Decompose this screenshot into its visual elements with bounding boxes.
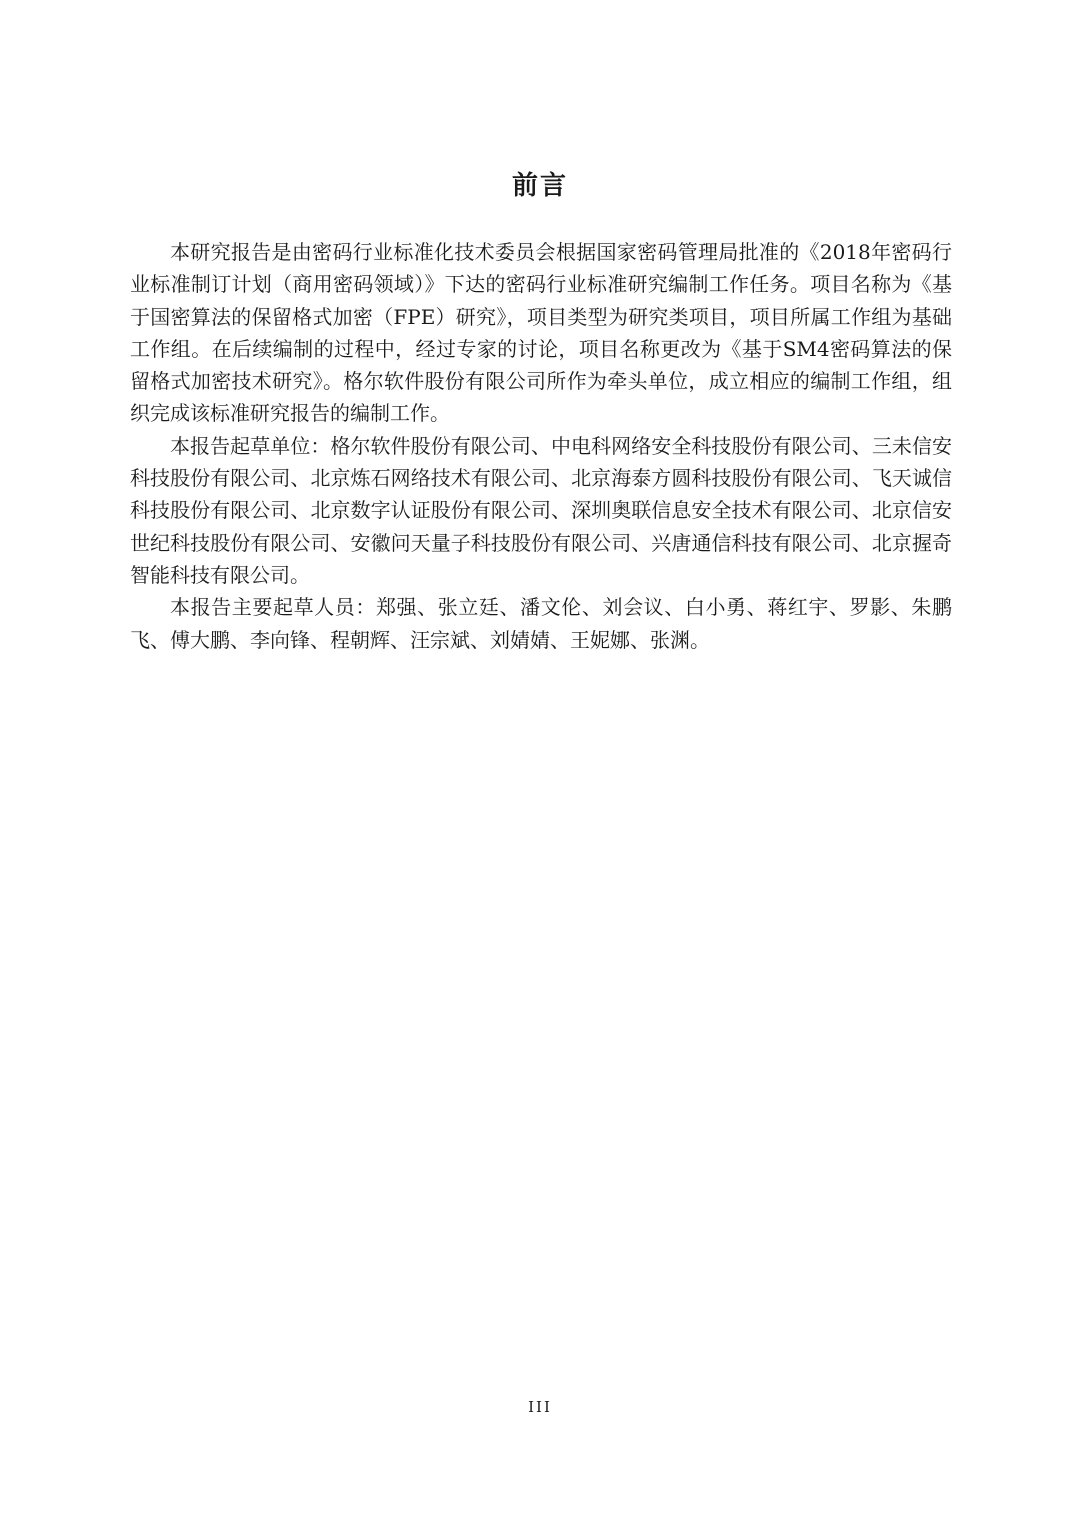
paragraph-background: 本研究报告是由密码行业标准化技术委员会根据国家密码管理局批准的《2018年密码行业标准制订计划（商用密码领域）》下达的密码行业标准研究编制工作任务。项目名称为《基于国密算法的保留格式加密（FPE）研究》，项目类型为研究类项目，项目所属工作组为基础工作组。在后续编制的过程中，经过专家的讨论，项目名称更改为《基于SM4密码算法的保留格式加密技术研究》。格尔软件股份有限公司所作为牵头单位，成立相应的编制工作组，组织完成该标准研究报告的编制工作。 xyxy=(130,240,952,426)
page-number: III xyxy=(528,1398,552,1416)
paragraph-drafting-units: 本报告起草单位：格尔软件股份有限公司、中电科网络安全科技股份有限公司、三未信安科技股份有限公司、北京炼石网络技术有限公司、北京海泰方圆科技股份有限公司、飞天诚信科技股份有限公司、北京数字认证股份有限公司、深圳奥联信息安全技术有限公司、北京信安世纪科技股份有限公司、安徽问天量子科技股份有限公司、兴唐通信科技有限公司、北京握奇智能科技有限公司。 xyxy=(130,433,952,587)
page-title: 前言 xyxy=(511,171,568,201)
paragraph-drafting-staff: 本报告主要起草人员：郑强、张立廷、潘文伦、刘会议、白小勇、蒋红宇、罗影、朱鹏飞、傅大鹏、李向锋、程朝辉、汪宗斌、刘婧婧、王妮娜、张渊。 xyxy=(130,595,952,652)
body-text xyxy=(130,236,952,656)
